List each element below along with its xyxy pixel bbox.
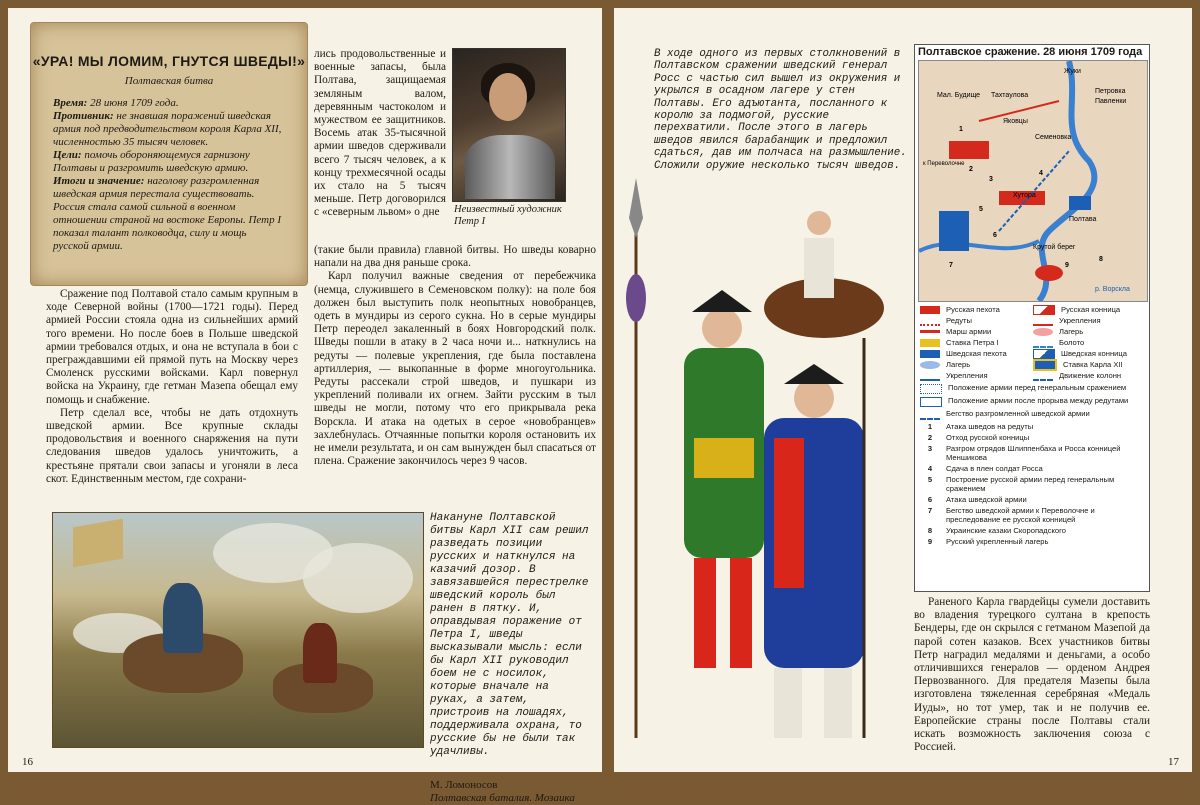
battle-map: [918, 60, 1148, 302]
legend-label: Построение русской армии перед генеральным сражением: [946, 475, 1115, 493]
portrait-armor: [465, 135, 555, 199]
infobox-subtitle: Полтавская битва: [124, 75, 214, 87]
map-number: 5: [979, 206, 983, 213]
place-label: Хутора: [1013, 192, 1036, 199]
place-label: Полтава: [1069, 216, 1097, 223]
place-label: Крутой берег: [1033, 244, 1076, 251]
paragraph: Сражение под Полтавой стало самым крупным в ходе Северной войны (1700—1721 годы). Перед армией России стояла одна из сильнейших армий того времени. Но после боев в Польше шведской армии требовался отдых, и она не вступала в бои с преграждавшими ей прямой путь на Москву через Смоленск русскими войсками. Карл повернул войска на Украину, где гетман Мазепа обещал ему помощь и снабжение.: [46, 288, 298, 406]
legend-item: [920, 422, 1146, 431]
page-number-right: 17: [1168, 756, 1179, 768]
result-value: наголову разгромленная шведская армия перестала существовать. Россия стала самой сильной в военном отношении страной на востоке Европы. Петр I показал талант полководца, силу и мощь русской армии.: [53, 175, 281, 252]
infobox-title: «УРА! МЫ ЛОМИМ, ГНУТСЯ ШВЕДЫ!»: [32, 53, 306, 69]
legend-label: Ставка Карла XII: [1063, 360, 1123, 369]
legend-label: Марш армии: [946, 327, 992, 336]
legend-number: 4: [927, 464, 933, 473]
paragraph: (такие были правила) главной битвы. Но шведы коварно напали на два дня раньше срока.: [314, 244, 596, 270]
karl-hq-icon: [1033, 359, 1057, 371]
red-facing: [774, 438, 804, 588]
stocking: [730, 558, 752, 668]
legend-number: 9: [927, 537, 933, 546]
legend-label: Русский укрепленный лагерь: [946, 537, 1049, 546]
flight-icon: [920, 410, 940, 420]
sash: [694, 438, 754, 478]
legend-row: [920, 315, 1146, 326]
paragraph: Карл получил важные сведения от перебежчика (немца, служившего в Семеновском полку): на поле боя должен был выступить полк неопытных новобранцев, одеть в мундиры из серого сукна. Но в серые мундиры Петр переодел закаленный в боях Новгородский полк. Шведы пошли в атаку в 2 часа ночи и... наткнулись на редуты — полевые укрепления, где была поставлена артиллерия, — выкопанные в форме многоугольника. Редуты рассекали строй шведов, и пушкари из укреплений поливали их огнем. Зайти русским в тыл шведы не могли, потому что его прикрывала река Ворскла. И атака на одетых в серое «новобранцев» захлебнулась. Отчаянные попытки короля остановить их не имели результата, и он сам вынужден был спасаться от плена. Сражение закончилось через 9 часов.: [314, 270, 596, 468]
legend-number: 2: [927, 433, 933, 442]
goals-value: помочь обороняющемуся гарнизону Полтавы и разгромить шведскую армию.: [53, 149, 250, 174]
mosaic-author: М. Ломоносов: [430, 779, 498, 791]
portrait-face: [489, 73, 527, 121]
smoke-cloud: [303, 543, 413, 613]
gutter: [602, 8, 614, 772]
place-label: Семеновка: [1035, 134, 1072, 141]
legend-label: Украинские казаки Скоропадского: [946, 526, 1066, 535]
legend-label: Бегство разгромленной шведской армии: [946, 409, 1090, 418]
page-spread: [8, 8, 1192, 804]
legend-label: Редуты: [946, 316, 972, 325]
russian-infantry-icon: [920, 306, 940, 314]
swedish-position: [939, 211, 969, 251]
mosaic-caption-text: Накануне Полтавской битвы Карл XII сам решил разведать позиции русских и наткнулся на казачий дозор. В завязавшейся перестрелке шведский король был ранен в пятку. И, оправдывая поражение от Петра I, шведы высказывали мысль: если бы Карл XII руководил боем не с носилок, которые вначале на руках, а затем, пристроив на лошадях, поддерживала охрана, то русские бы не были так удачливы.: [430, 512, 589, 758]
legend-row: [920, 383, 1146, 394]
legend-item: [920, 537, 1146, 546]
right-column-text: [914, 596, 1150, 754]
legend-row: [920, 337, 1146, 348]
position-after-icon: [920, 397, 942, 407]
paragraph: Петр сделал все, чтобы не дать отдохнуть шведской армии. Все крупные склады продовольствия и военного снаряжения на пути следования шведов удалось уничтожить, а крестьяне прятали свои запасы и угоняли в леса скот. Единственным местом, где сохрани-: [46, 406, 298, 485]
russian-cavalry-icon: [1033, 305, 1055, 315]
place-label: Павленки: [1095, 98, 1127, 105]
place-label: Мал. Будище: [937, 92, 981, 99]
swedish-infantry-icon: [920, 350, 940, 358]
result-label: Итоги и значение:: [53, 175, 145, 187]
legend-number: 5: [927, 475, 933, 484]
tricorne: [784, 364, 844, 384]
legend-label: Положение армии после прорыва между редутами: [948, 396, 1129, 405]
legend-label: Атака шведской армии: [946, 495, 1027, 504]
rider: [163, 583, 203, 653]
legend-label: Русская пехота: [946, 305, 1000, 314]
legend-item: [920, 444, 1146, 462]
mid-column-text: [314, 244, 596, 468]
russian-camp: [1035, 265, 1063, 281]
portrait-peter-i: [452, 48, 566, 202]
portrait-name: Петр I: [454, 216, 486, 227]
portrait-artist: Неизвестный художник: [454, 204, 562, 215]
place-label: к Переволочне: [923, 161, 965, 167]
map-number: 6: [993, 232, 997, 239]
soldier-head: [702, 308, 742, 348]
legend-label: Болото: [1059, 338, 1085, 347]
banner: [73, 519, 123, 568]
legend-numbered: [920, 422, 1146, 546]
time-label: Время:: [53, 97, 88, 109]
legend-row: [920, 304, 1146, 315]
tricorne: [692, 290, 752, 312]
legend-label: Лагерь: [1059, 327, 1084, 336]
stocking: [824, 668, 852, 738]
swedish-fortifications-icon: [920, 371, 940, 381]
legend-number: 7: [927, 506, 933, 515]
rider: [303, 623, 337, 683]
legend-label: Разгром отрядов Шлиппенбаха и Росса конницей Меншикова: [946, 444, 1121, 462]
legend-label: Ставка Петра I: [946, 338, 999, 347]
place-label: Петровка: [1095, 88, 1126, 95]
legend-row: [920, 370, 1146, 381]
map-title: Полтавское сражение. 28 июня 1709 года: [918, 46, 1143, 58]
enemy-value: не знавшая поражений шведская армия под предводительством короля Карла XII, численностью 35 тысяч человек.: [53, 110, 282, 148]
legend-row: [920, 396, 1146, 407]
stocking: [694, 558, 716, 668]
legend-label: Русская конница: [1061, 305, 1121, 314]
left-column-text: [46, 288, 298, 486]
legend-label: Шведская пехота: [946, 349, 1007, 358]
map-number: 9: [1065, 262, 1069, 269]
swamp-icon: [1033, 338, 1053, 348]
paragraph: Раненого Карла гвардейцы сумели доставить во владения турецкого султана в крепость Бендеры, где он скрылся с гетманом Мазепой да парой сотен казаков. Всех участников битвы Петр наградил медалями и деньгами, а особо отличившихся генералов — орденом Андрея Первозванного. Для предателя Мазепы была изготовлена тяжеленная серебряная «Медаль Иуды», но тот умер, так и не получив ее. Европейские страны после Полтавы стали искать возможность заключения союза с Россией.: [914, 596, 1150, 754]
place-label: Яковцы: [1003, 118, 1028, 125]
legend-item: [920, 433, 1146, 442]
legend-item: [920, 475, 1146, 493]
legend-label: Отход русской конницы: [946, 433, 1030, 442]
pike-tassel: [626, 274, 646, 322]
mosaic-caption: [430, 512, 594, 805]
map-legend: [920, 304, 1146, 548]
pike-head: [629, 178, 643, 238]
place-label: р. Ворскла: [1095, 286, 1130, 293]
map-number: 2: [969, 166, 973, 173]
peter-hq-icon: [920, 339, 940, 347]
rider-head: [807, 211, 831, 235]
fortifications-icon: [1033, 316, 1053, 326]
map-number: 4: [1039, 170, 1043, 177]
legend-row: [920, 348, 1146, 359]
legend-row: [920, 326, 1146, 337]
map-number: 8: [1099, 256, 1103, 263]
time-value: 28 июня 1709 года.: [87, 97, 179, 109]
swedish-camp-icon: [920, 361, 940, 369]
enemy-label: Противник:: [53, 110, 114, 122]
legend-label: Укрепления: [1059, 316, 1101, 325]
rider: [804, 238, 834, 298]
mosaic-work: Полтавская баталия. Мозаика: [430, 792, 575, 804]
stocking: [774, 668, 802, 738]
redoubts-icon: [920, 316, 940, 326]
map-number: 3: [989, 176, 993, 183]
legend-label: Положение армии перед генеральным сражением: [948, 383, 1127, 392]
swedish-cavalry-icon: [1033, 349, 1055, 359]
camp-icon: [1033, 328, 1053, 336]
army-march-icon: [920, 330, 940, 333]
goals-label: Цели:: [53, 149, 82, 161]
mosaic-poltava-battle: [52, 512, 424, 748]
legend-label: Движение колонн: [1059, 371, 1122, 380]
column-movement-icon: [1033, 371, 1053, 381]
page-number-left: 16: [22, 756, 33, 768]
map-number: 1: [959, 126, 963, 133]
parchment-infobox: [30, 22, 308, 286]
portrait-caption: [454, 204, 562, 228]
soldiers-illustration: [614, 178, 914, 764]
legend-label: Лагерь: [946, 360, 971, 369]
right-italic-text: В ходе одного из первых столкновений в Полтавском сражении шведский генерал Росс с частью сил вышел из окружения и укрылся в осадном лагере у стен Полтавы. Его адъютанта, посланного к королю за подмогой, русские перехватили. После этого в лагерь шведов явился барабанщик и предложил сдаться, дав им полчаса на размышление. Сложили оружие несколько тысяч шведов.: [654, 48, 907, 172]
legend-number: 3: [927, 444, 933, 453]
map-camp: [1069, 196, 1091, 210]
legend-label: Бегство шведской армии к Переволочне и преследование ее русской конницей: [946, 506, 1095, 524]
legend-label: Сдача в плен солдат Росса: [946, 464, 1043, 473]
russian-position: [949, 141, 989, 159]
legend-label: Атака шведов на редуты: [946, 422, 1034, 431]
legend-item: [920, 464, 1146, 473]
legend-item: [920, 526, 1146, 535]
paragraph: лись продовольственные и военные запасы, была Полтава, защищаемая земляным валом, деревянным частоколом и мужеством ее защитников. Восемь атак 35-тысячной армии шведов сдерживали всего 7 тысяч человек, а к концу трехмесячной осады их стало на 5 тысяч меньше. Петр договорился с «северным львом» о дне: [314, 48, 446, 219]
map-number: 7: [949, 262, 953, 269]
legend-row: [920, 409, 1146, 420]
legend-number: 6: [927, 495, 933, 504]
legend-number: 8: [927, 526, 933, 535]
legend-item: [920, 506, 1146, 524]
legend-item: [920, 495, 1146, 504]
legend-label: Укрепления: [946, 371, 988, 380]
mid-column-top: [314, 48, 446, 220]
infobox-body: [53, 97, 285, 253]
place-label: Жуки: [1064, 68, 1081, 75]
position-before-icon: [920, 384, 942, 394]
legend-row: [920, 359, 1146, 370]
legend-number: 1: [927, 422, 933, 431]
place-label: Тахтаулова: [991, 92, 1029, 99]
legend-label: Шведская конница: [1061, 349, 1127, 358]
